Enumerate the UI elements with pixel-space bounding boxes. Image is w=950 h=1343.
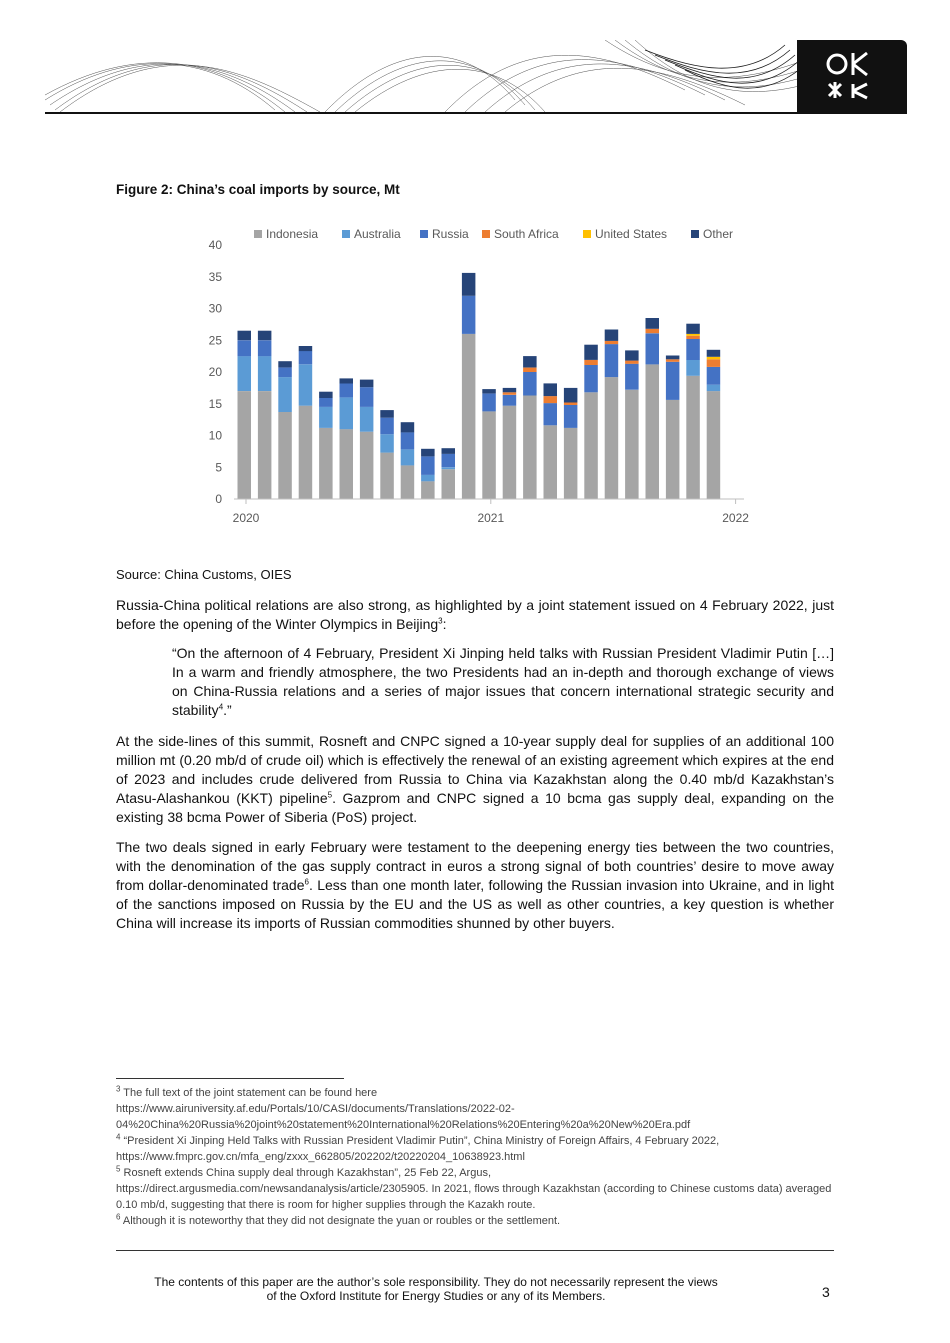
figure-title: Figure 2: China’s coal imports by source, Mt xyxy=(116,182,400,197)
footnote-ref-3[interactable]: 3 xyxy=(438,616,443,626)
y-axis xyxy=(209,238,223,506)
x-tick-label: 2020 xyxy=(232,511,260,525)
y-tick-label: 20 xyxy=(208,365,222,379)
page-number: 3 xyxy=(822,1284,830,1300)
bar-segment-south-africa xyxy=(544,396,558,403)
bar-segment-russia xyxy=(584,365,598,392)
bar-segment-russia xyxy=(360,387,374,407)
bar-segment-other xyxy=(523,356,537,367)
bar-segment-russia xyxy=(421,457,435,475)
bar-segment-indonesia xyxy=(319,428,333,499)
bar-segment-south-africa xyxy=(523,368,537,372)
bar-segment-indonesia xyxy=(299,406,313,499)
y-tick-label: 15 xyxy=(208,396,222,411)
x-axis xyxy=(233,499,750,525)
bar-segment-russia xyxy=(380,418,394,435)
bar-segment-south-africa xyxy=(584,360,598,365)
header-wave-banner xyxy=(45,40,907,114)
bar-segment-south-africa xyxy=(707,359,721,367)
bar-segment-other xyxy=(584,345,598,360)
quote-joint-statement: “On the afternoon of 4 February, President Xi Jinping held talks with Russian President Vladimir Putin […] In a warm and friendly atmosphere, the two Presidents had an in-depth and thorough exchange of views on China-Russia relations and a series of major issues that concern international strategic security and stability$^4$.” xyxy=(172,645,834,718)
bar-segment-indonesia xyxy=(605,377,619,499)
bar-segment-indonesia xyxy=(584,392,598,499)
bar-segment-russia xyxy=(503,395,517,406)
bar-segment-russia xyxy=(482,394,496,412)
footnote-ref-6[interactable]: 6 xyxy=(304,877,309,887)
bar-series xyxy=(238,273,721,499)
legend-swatch xyxy=(420,230,428,238)
coal-imports-chart xyxy=(196,220,756,530)
y-tick-label: 40 xyxy=(208,238,222,252)
bar-segment-south-africa xyxy=(686,336,700,339)
bar-segment-other xyxy=(544,383,558,396)
y-tick-label: 25 xyxy=(208,333,222,348)
footnote-3-link-part2[interactable]: 04%20China%20Russia%20joint%20statement%20International%20Relations%20Entering%20a%20New%20Era.pdf xyxy=(116,1119,691,1131)
footnote-4-link[interactable]: https://www.fmprc.gov.cn/mfa_eng/zxxx_662805/202202/t20220204_10638923.html xyxy=(116,1151,525,1163)
y-tick-label: 0 xyxy=(215,492,222,506)
bar-segment-south-africa xyxy=(625,361,639,364)
footnote-ref-4[interactable]: 4 xyxy=(218,702,224,712)
bar-segment-russia xyxy=(319,398,333,407)
legend-swatch xyxy=(583,230,591,238)
bar-segment-indonesia xyxy=(238,391,252,499)
bar-segment-russia xyxy=(666,362,680,400)
bar-segment-russia xyxy=(646,333,660,364)
legend-label: Other xyxy=(703,227,734,241)
bar-segment-russia xyxy=(238,340,252,356)
bar-segment-russia xyxy=(401,432,415,449)
bar-segment-indonesia xyxy=(686,376,700,499)
bar-segment-russia xyxy=(258,340,272,356)
bar-segment-indonesia xyxy=(421,481,435,499)
bar-segment-australia xyxy=(442,467,456,469)
legend-label: Indonesia xyxy=(266,227,319,241)
bar-segment-other xyxy=(258,331,272,341)
bar-segment-australia xyxy=(707,385,721,391)
bar-segment-indonesia xyxy=(625,390,639,499)
bar-segment-russia xyxy=(707,367,721,385)
bar-segment-russia xyxy=(442,454,456,467)
bar-segment-russia xyxy=(544,403,558,425)
paragraph-energy-ties: The two deals signed in early February were testament to the deepening energy ties between the two countries, with the denomination of the gas supply contract in euros a strong signal of both countries’ desire to move away from dollar-denominated trade$^6$. Less than one month later, following the Russian invasion into Ukraine, and in light of the sanctions imposed on Russia by the EU and the US as well as other countries, a key question is whether China will increase its imports of Russian commodities shunned by other buyers. xyxy=(116,839,835,931)
y-tick-label: 30 xyxy=(208,301,222,316)
bar-segment-other xyxy=(666,356,680,360)
footnote-5-link[interactable]: https://direct.argusmedia.com/newsandanalysis/article/2305905. In 2021, flows through Kazakhstan (according to Chinese customs data) averaged 0.10 mb/d, suggesting that there is room for higher supplies through the Kazakh route. xyxy=(116,1183,832,1211)
bar-segment-australia xyxy=(278,377,292,412)
bar-segment-other xyxy=(360,380,374,388)
bar-segment-australia xyxy=(340,397,354,429)
bar-segment-australia xyxy=(319,407,333,428)
legend-swatch xyxy=(691,230,699,238)
bar-segment-south-africa xyxy=(503,392,517,395)
bar-segment-other xyxy=(299,346,313,351)
legend-label: United States xyxy=(595,227,668,241)
bar-segment-other xyxy=(238,331,252,341)
bar-segment-united-states xyxy=(686,334,700,336)
y-tick-label: 35 xyxy=(208,269,222,284)
bar-segment-indonesia xyxy=(544,425,558,499)
bar-segment-russia xyxy=(299,351,313,364)
legend-swatch xyxy=(342,230,350,238)
bar-segment-indonesia xyxy=(646,364,660,499)
logo-mark-icon xyxy=(797,40,907,112)
footer-disclaimer: The contents of this paper are the author’s sole responsibility. They do not necessarily represent the views of the Oxford Institute for Energy Studies or any of its Members. xyxy=(154,1275,718,1303)
footnote-separator xyxy=(116,1078,344,1079)
bar-segment-russia xyxy=(564,405,578,428)
bar-segment-russia xyxy=(686,339,700,360)
bar-segment-indonesia xyxy=(482,411,496,499)
oies-logo[interactable] xyxy=(797,40,907,112)
y-tick-label: 5 xyxy=(215,460,222,475)
chart-legend xyxy=(254,227,733,241)
bar-segment-russia xyxy=(605,344,619,377)
bar-segment-australia xyxy=(238,356,252,391)
bar-segment-australia xyxy=(421,475,435,481)
bar-segment-indonesia xyxy=(442,469,456,499)
bar-segment-united-states xyxy=(707,357,721,360)
legend-label: Russia xyxy=(432,227,469,241)
bar-segment-other xyxy=(482,389,496,393)
footnote-ref-5[interactable]: 5 xyxy=(327,790,333,800)
bar-segment-other xyxy=(625,350,639,360)
bar-segment-indonesia xyxy=(278,412,292,499)
bar-segment-other xyxy=(340,378,354,383)
y-tick-label: 10 xyxy=(208,428,222,443)
legend-swatch xyxy=(482,230,490,238)
bar-segment-russia xyxy=(523,372,537,396)
bar-segment-russia xyxy=(462,296,476,334)
paragraph-supply-deals: At the side-lines of this summit, Rosneft and CNPC signed a 10-year supply deal for supplies of an additional 100 million mt (0.20 mb/d of crude oil) which is effectively the renewal of an existing agreement which expires at the end of 2023 and includes crude delivered from Russia to China via Kazakhstan along the 0.40 mb/d Kazakhstan’s Atasu-Alashankou (KKT) pipeline$^5$. Gazprom and CNPC signed a 10 bcma gas supply deal, expanding on the existing 38 bcma Power of Siberia (PoS) project. xyxy=(116,733,834,825)
figure-source: Source: China Customs, OIES xyxy=(116,567,292,582)
bar-segment-other xyxy=(319,392,333,398)
legend-label: Australia xyxy=(354,227,401,241)
bar-segment-australia xyxy=(380,434,394,452)
bar-segment-other xyxy=(278,361,292,367)
bar-segment-russia xyxy=(625,364,639,390)
bar-segment-other xyxy=(380,410,394,418)
footnote-5: $^5$ Rosneft extends China supply deal through Kazakhstan”, 25 Feb 22, Argus, https://direct.argusmedia.com/newsandanalysis/article/2305905. In 2021, flows through Kazakhstan (according to Chinese customs data) averaged 0.10 mb/d, suggesting that there is room for higher supplies through the Kazakh route. xyxy=(116,1165,834,1213)
bar-segment-other xyxy=(564,388,578,403)
bar-segment-indonesia xyxy=(401,465,415,499)
footer-separator xyxy=(116,1250,834,1251)
bar-segment-australia xyxy=(299,364,313,405)
bar-segment-other xyxy=(646,318,660,329)
x-tick-label: 2021 xyxy=(477,511,505,525)
bar-segment-other xyxy=(462,273,476,296)
bar-segment-indonesia xyxy=(523,396,537,500)
bar-segment-indonesia xyxy=(258,391,272,499)
x-tick-label: 2022 xyxy=(722,511,749,525)
bar-segment-indonesia xyxy=(360,432,374,499)
bar-segment-south-africa xyxy=(646,329,660,333)
footnote-3: $^3$ The full text of the joint statement can be found here https://www.airuniversity.af.edu/Portals/10/CASI/documents/Translations/2022-02- 04%20China%20Russia%20joint%20statement%20International%20Relations%20Entering%20a%20New%20Era.pdf xyxy=(116,1085,834,1133)
bar-segment-australia xyxy=(686,360,700,376)
bar-segment-indonesia xyxy=(503,406,517,499)
bar-segment-russia xyxy=(340,383,354,397)
bar-segment-other xyxy=(503,388,517,392)
bar-segment-indonesia xyxy=(462,334,476,499)
bar-segment-indonesia xyxy=(666,400,680,499)
footnote-4: $^4$ “President Xi Jinping Held Talks with Russian President Vladimir Putin”, China Ministry of Foreign Affairs, 4 February 2022, https://www.fmprc.gov.cn/mfa_eng/zxxx_662805/202202/t20220204_10638923.html xyxy=(116,1133,834,1165)
bar-segment-indonesia xyxy=(340,429,354,499)
footnote-3-link-part1[interactable]: https://www.airuniversity.af.edu/Portals/10/CASI/documents/Translations/2022-02- xyxy=(116,1103,515,1115)
bar-segment-other xyxy=(442,448,456,454)
bar-segment-other xyxy=(605,330,619,341)
legend-swatch xyxy=(254,230,262,238)
bar-segment-indonesia xyxy=(380,453,394,499)
paragraph-political-relations: Russia-China political relations are also strong, as highlighted by a joint statement issued on 4 February 2022, just before the opening of the Winter Olympics in Beijing$^3$: xyxy=(116,597,834,632)
bar-segment-south-africa xyxy=(564,403,578,406)
decorative-wave-graphic xyxy=(45,40,907,112)
bar-segment-australia xyxy=(258,356,272,391)
bar-segment-australia xyxy=(360,407,374,432)
bar-segment-indonesia xyxy=(707,391,721,499)
bar-segment-indonesia xyxy=(564,428,578,499)
bar-segment-other xyxy=(707,350,721,357)
footnote-6: $^6$ Although it is noteworthy that they did not designate the yuan or roubles or the settlement. xyxy=(116,1212,561,1227)
bar-segment-australia xyxy=(401,450,415,466)
bar-segment-south-africa xyxy=(605,341,619,344)
bar-segment-other xyxy=(401,422,415,432)
bar-segment-russia xyxy=(278,368,292,378)
bar-segment-other xyxy=(686,324,700,334)
bar-segment-other xyxy=(421,449,435,457)
bar-segment-south-africa xyxy=(666,359,680,362)
legend-label: South Africa xyxy=(494,227,559,241)
